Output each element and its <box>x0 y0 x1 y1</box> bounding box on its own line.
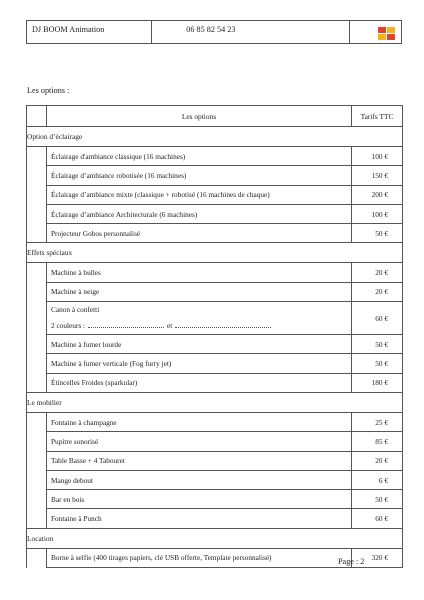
color-choice-and: et <box>167 321 173 331</box>
option-price: 6 € <box>352 470 403 489</box>
indent-cell <box>27 509 47 528</box>
option-price: 100 € <box>352 147 403 166</box>
option-price: 20 € <box>352 451 403 470</box>
category-title: Le mobilier <box>27 392 403 412</box>
category-row <box>27 528 403 548</box>
option-price: 320 € <box>352 548 403 567</box>
options-table <box>26 105 403 568</box>
page-number: 2 <box>360 557 365 566</box>
page-label: Page : <box>338 557 359 566</box>
option-price: 85 € <box>352 432 403 451</box>
color-choice-prefix: 2 couleurs : <box>51 321 86 331</box>
table-row <box>27 412 403 431</box>
option-price: 100 € <box>352 204 403 223</box>
table-row <box>27 451 403 470</box>
table-row <box>27 282 403 301</box>
table-row <box>27 166 403 185</box>
table-row <box>27 302 403 335</box>
option-name: Machine à bulles <box>47 263 352 282</box>
table-row <box>27 263 403 282</box>
indent-cell <box>27 204 47 223</box>
table-row <box>27 470 403 489</box>
option-name: Machine à fumer verticale (Fog furry jet) <box>47 354 352 373</box>
category-title: Option d’éclairage <box>27 127 403 147</box>
indent-cell <box>27 302 47 335</box>
option-name: Table Basse + 4 Tabouret <box>47 451 352 470</box>
option-price: 60 € <box>352 302 403 335</box>
table-row <box>27 373 403 392</box>
option-name: Mange debout <box>47 470 352 489</box>
option-price: 20 € <box>352 263 403 282</box>
indent-cell <box>27 335 47 354</box>
phone-number: 06 85 82 54 23 <box>186 25 236 34</box>
category-row <box>27 392 403 412</box>
logo-cell <box>349 21 401 43</box>
column-header-options: Les options <box>47 106 352 127</box>
option-price: 50 € <box>352 490 403 509</box>
option-name: Borne à selfie (400 tirages papiers, clé USB offerte, Template personnalisé) <box>47 548 352 567</box>
table-row <box>27 509 403 528</box>
table-row <box>27 224 403 243</box>
header-blank-cell <box>27 106 47 127</box>
option-name: Pupitre sonorisé <box>47 432 352 451</box>
section-title: Les options : <box>27 86 70 95</box>
indent-cell <box>27 470 47 489</box>
table-header-row <box>27 106 403 127</box>
table-row <box>27 490 403 509</box>
option-price: 50 € <box>352 335 403 354</box>
option-price: 150 € <box>352 166 403 185</box>
indent-cell <box>27 282 47 301</box>
category-title: Location <box>27 528 403 548</box>
table-row <box>27 185 403 204</box>
category-row <box>27 127 403 147</box>
indent-cell <box>27 166 47 185</box>
category-title: Effets spéciaux <box>27 243 403 263</box>
option-name: Machine à neige <box>47 282 352 301</box>
indent-cell <box>27 373 47 392</box>
option-name: Machine à fumer lourde <box>47 335 352 354</box>
indent-cell <box>27 354 47 373</box>
option-name: Fontaine à champagne <box>47 412 352 431</box>
page-footer <box>338 557 364 566</box>
option-name: Étincelles Froides (sparkular) <box>47 373 352 392</box>
option-name: Éclairage d’ambiance mixte (classique + robotisé (16 machines de chaque) <box>47 185 352 204</box>
option-price: 200 € <box>352 185 403 204</box>
indent-cell <box>27 548 47 567</box>
indent-cell <box>27 451 47 470</box>
company-name: DJ BOOM Animation <box>27 21 152 43</box>
color-1-blank-line <box>88 327 164 328</box>
indent-cell <box>27 263 47 282</box>
indent-cell <box>27 147 47 166</box>
indent-cell <box>27 412 47 431</box>
page-header <box>26 20 402 44</box>
color-2-blank-line <box>175 327 271 328</box>
table-row <box>27 354 403 373</box>
indent-cell <box>27 185 47 204</box>
option-name: Canon à confetti <box>51 305 100 315</box>
option-name: Fontaine à Punch <box>47 509 352 528</box>
option-name: Bar en bois <box>47 490 352 509</box>
dj-boom-logo-icon <box>378 27 396 41</box>
table-row <box>27 432 403 451</box>
color-choice-line <box>51 318 351 334</box>
option-name: Projecteur Gobos personnalisé <box>47 224 352 243</box>
table-row <box>27 335 403 354</box>
table-row <box>27 147 403 166</box>
option-price: 60 € <box>352 509 403 528</box>
table-row <box>27 204 403 223</box>
option-price: 50 € <box>352 224 403 243</box>
option-name: Éclairage d’ambiance robotisée (16 machines) <box>47 166 352 185</box>
option-price: 25 € <box>352 412 403 431</box>
option-price: 20 € <box>352 282 403 301</box>
category-row <box>27 243 403 263</box>
indent-cell <box>27 432 47 451</box>
indent-cell <box>27 224 47 243</box>
option-name-cell <box>47 302 352 335</box>
option-price: 50 € <box>352 354 403 373</box>
column-header-price: Tarifs TTC <box>352 106 403 127</box>
option-price: 180 € <box>352 373 403 392</box>
option-name: Éclairage d’ambiance Architecturale (6 machines) <box>47 204 352 223</box>
indent-cell <box>27 490 47 509</box>
option-name: Éclairage d'ambiance classique (16 machines) <box>47 147 352 166</box>
